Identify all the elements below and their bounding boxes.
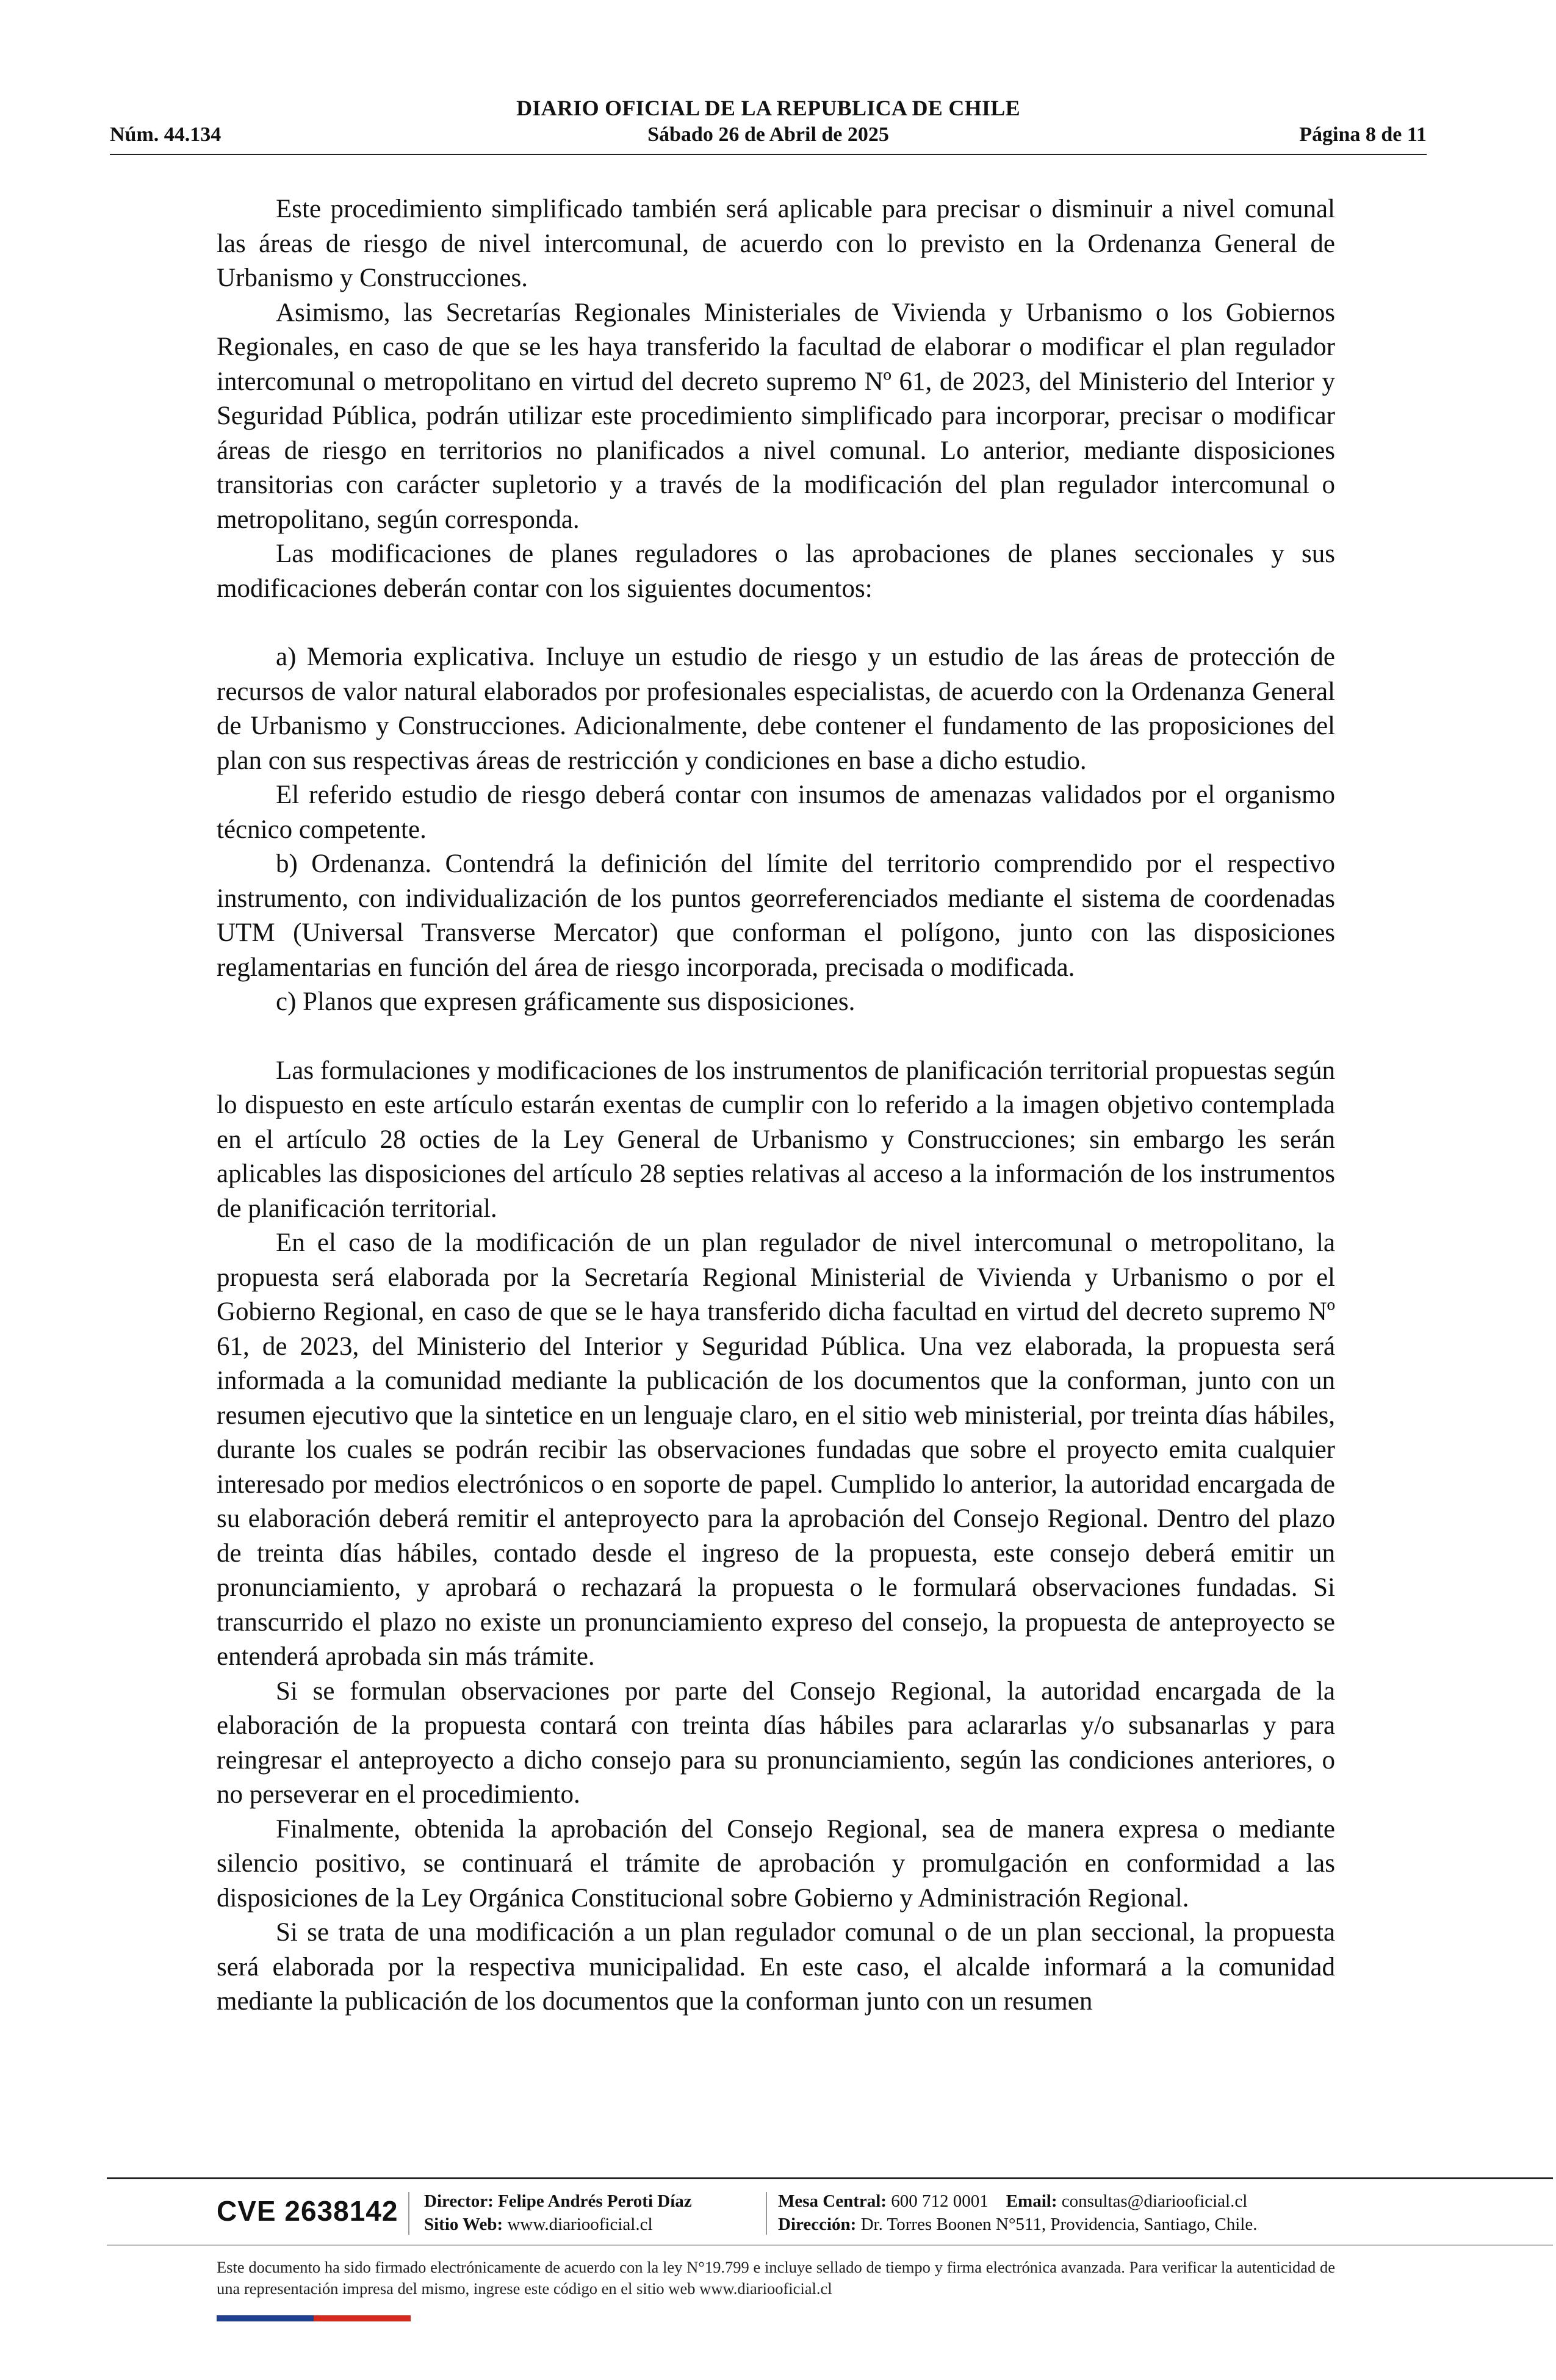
phone-value: 600 712 0001	[891, 2191, 989, 2211]
footer-divider	[107, 2177, 1553, 2179]
publication-title: DIARIO OFICIAL DE LA REPUBLICA DE CHILE	[516, 96, 1020, 120]
body-paragraph: Este procedimiento simplificado también será aplicable para precisar o disminuir a nivel comunal las áreas de riesgo de nivel intercomunal, de acuerdo con lo previsto en la Ordenanza General de Urbanismo y Construcciones.	[217, 195, 1335, 292]
director-name: Felipe Andrés Peroti Díaz	[498, 2191, 692, 2211]
email-link[interactable]: consultas@diariooficial.cl	[1061, 2191, 1248, 2211]
body-paragraph: Las modificaciones de planes reguladores o las aprobaciones de planes seccionales y sus modificaciones deberán contar con los siguientes documentos:	[217, 539, 1335, 603]
footer-director-block	[424, 2190, 692, 2236]
website-link[interactable]: www.diariooficial.cl	[507, 2215, 653, 2234]
body-paragraph: Asimismo, las Secretarías Regionales Ministeriales de Vivienda y Urbanismo o los Gobiernos Regionales, en caso de que se les haya transferido la facultad de elaborar o modificar el plan regulador intercomunal o metropolitano en virtud del decreto supremo Nº 61, de 2023, del Ministerio del Interior y Seguridad Pública, podrán utilizar este procedimiento simplificado para incorporar, precisar o modificar áreas de riesgo en territorios no planificados a nivel comunal. Lo anterior, mediante disposiciones transitorias con carácter supletorio y a través de la modificación del plan regulador intercomunal o metropolitano, según corresponda.	[217, 298, 1335, 534]
flag-blue-segment	[217, 2315, 314, 2321]
phone-label: Mesa Central:	[778, 2191, 887, 2211]
body-paragraph: Las formulaciones y modificaciones de los instrumentos de planificación territorial propuestas según lo dispuesto en este artículo estarán exentas de cumplir con lo referido a la imagen objetivo contemplada en el artículo 28 octies de la Ley General de Urbanismo y Construcciones; sin embargo les serán aplicables las disposiciones del artículo 28 septies relativas al acceso a la información de los instrumentos de planificación territorial.	[217, 1056, 1335, 1223]
website-label: Sitio Web:	[424, 2215, 503, 2234]
page-footer	[217, 2177, 1335, 2324]
email-label: Email:	[1006, 2191, 1057, 2211]
flag-red-segment	[314, 2315, 411, 2321]
footer-note-divider	[107, 2245, 1553, 2246]
header-divider	[110, 154, 1427, 155]
document-body	[217, 192, 1335, 2176]
list-item-a: a) Memoria explicativa. Incluye un estudio de riesgo y un estudio de las áreas de protección de recursos de valor natural elaborados por profesionales especialistas, de acuerdo con la Ordenanza General de Urbanismo y Construcciones. Adicionalmente, debe contener el fundamento de las proposiciones del plan con sus respectivas áreas de restricción y condiciones en base a dicho estudio.	[217, 643, 1335, 775]
body-paragraph: Finalmente, obtenida la aprobación del Consejo Regional, sea de manera expresa o mediante silencio positivo, se continuará el trámite de aprobación y promulgación en conformidad a las disposiciones de la Ley Orgánica Constitucional sobre Gobierno y Administración Regional.	[217, 1814, 1335, 1913]
body-paragraph: El referido estudio de riesgo deberá contar con insumos de amenazas validados por el organismo técnico competente.	[217, 781, 1335, 844]
director-label: Director:	[424, 2191, 494, 2211]
body-paragraph: Si se formulan observaciones por parte del Consejo Regional, la autoridad encargada de la elaboración de la propuesta contará con treinta días hábiles para aclararlas y/o subsanarlas y para reingresar el anteproyecto a dicho consejo para su pronunciamiento, según las condiciones anteriores, o no perseverar en el procedimiento.	[217, 1676, 1335, 1809]
body-paragraph: Si se trata de una modificación a un plan regulador comunal o de un plan seccional, la propuesta será elaborada por la respectiva municipalidad. En este caso, el alcalde informará a la comunidad mediante la publicación de los documentos que la conforman junto con un resumen	[217, 1918, 1335, 2016]
flag-stripe	[217, 2315, 411, 2321]
footer-separator	[766, 2192, 767, 2235]
address-label: Dirección:	[778, 2215, 857, 2234]
body-paragraph: En el caso de la modificación de un plan regulador de nivel intercomunal o metropolitano, la propuesta será elaborada por la Secretaría Regional Ministerial de Vivienda y Urbanismo o por el Gobierno Regional, en caso de que se le haya transferido dicha facultad en virtud del decreto supremo Nº 61, de 2023, del Ministerio del Interior y Seguridad Pública. Una vez elaborada, la propuesta será informada a la comunidad mediante la publicación de los documentos que la conforman, junto con un resumen ejecutivo que la sintetice en un lenguaje claro, en el sitio web ministerial, por treinta días hábiles, durante los cuales se podrán recibir las observaciones fundadas que sobre el proyecto emita cualquier interesado por medios electrónicos o en soporte de papel. Cumplido lo anterior, la autoridad encargada de su elaboración deberá remitir el anteproyecto para la aprobación del Consejo Regional. Dentro del plazo de treinta días hábiles, contado desde el ingreso de la propuesta, este consejo deberá emitir un pronunciamiento, y aprobará o rechazará la propuesta o le formulará observaciones fundadas. Si transcurrido el plazo no existe un pronunciamiento expreso del consejo, la propuesta de anteproyecto se entenderá aprobada sin más trámite.	[217, 1228, 1335, 1671]
issue-date: Sábado 26 de Abril de 2025	[647, 123, 889, 146]
cve-code: CVE 2638142	[217, 2195, 398, 2227]
footer-contact-block	[778, 2190, 1257, 2236]
address-value: Dr. Torres Boonen N°511, Providencia, Santiago, Chile.	[860, 2215, 1258, 2234]
list-item-b: b) Ordenanza. Contendrá la definición del límite del territorio comprendido por el respectivo instrumento, con individualización de los puntos georreferenciados mediante el sistema de coordenadas UTM (Universal Transverse Mercator) que conforman el polígono, junto con las disposiciones reglamentarias en función del área de riesgo incorporada, precisada o modificada.	[217, 849, 1335, 982]
issue-number: Núm. 44.134	[110, 123, 222, 146]
page-number: Página 8 de 11	[1299, 123, 1427, 146]
list-item-c: c) Planos que expresen gráficamente sus disposiciones.	[276, 987, 855, 1016]
footer-separator	[408, 2192, 409, 2235]
signature-notice: Este documento ha sido firmado electrónicamente de acuerdo con la ley N°19.799 e incluye sellado de tiempo y firma electrónica avanzada. Para verificar la autenticidad de una representación impresa del mismo, ingrese este código en el sitio web www.diariooficial.cl	[217, 2258, 1335, 2298]
page-header	[110, 92, 1427, 159]
